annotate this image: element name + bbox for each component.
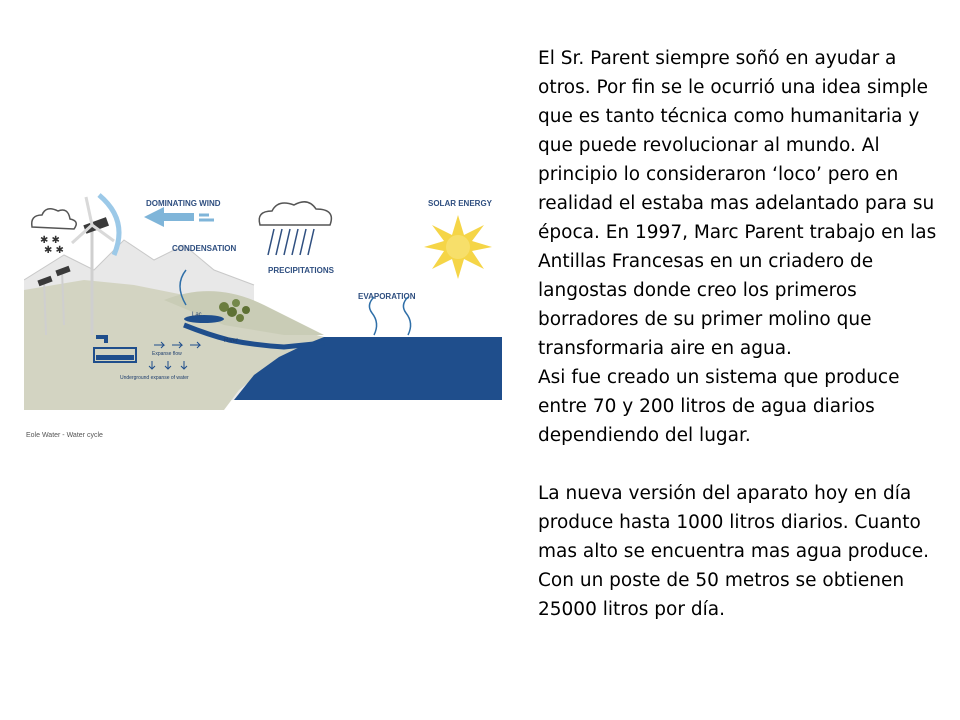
diagram-caption: Eole Water - Water cycle	[26, 432, 103, 439]
condensation-label: CONDENSATION	[172, 244, 237, 253]
dominating-wind-arrow	[144, 207, 214, 227]
lake	[184, 315, 224, 323]
expanse-flow-label: Expanse flow	[152, 351, 182, 357]
tank-water	[96, 355, 134, 360]
rain-cloud-icon	[259, 202, 331, 255]
water-cycle-diagram	[24, 185, 502, 447]
evaporation-label: EVAPORATION	[358, 292, 416, 301]
precipitations-label: PRECIPITATIONS	[268, 266, 334, 275]
evaporation-arrow-2	[403, 297, 410, 335]
paragraph-new-version: La nueva versión del aparato hoy en día produce hasta 1000 litros diarios. Cuanto mas alto se encuentra mas agua produce. Con un poste de 50 metros se obtienen 25000 litros por día.	[538, 483, 929, 620]
river-label: River	[224, 338, 239, 344]
paragraph-system: Asi fue creado un sistema que produce entre 70 y 200 litros de agua diarios dependiendo del lugar.	[538, 367, 900, 446]
dominating-wind-label: DOMINATING WIND	[146, 199, 221, 208]
lac-label: Lac	[192, 312, 202, 318]
sun-icon	[424, 215, 492, 279]
paragraph-history: El Sr. Parent siempre soñó en ayudar a otros. Por fin se le ocurrió una idea simple que es tanto técnica como humanitaria y que puede revolucionar al mundo. Al principio lo consideraron ‘loco’ pero en realidad el estaba mas adelantado para su época. En 1997, Marc Parent trabajo en las Antillas Francesas en un criadero de langostas donde creo los primeros borradores de su primer molino que transformaria aire en agua.	[538, 48, 937, 359]
paragraph-gap	[538, 450, 938, 479]
body-text	[538, 44, 938, 624]
underground-label: Underground expanse of water	[120, 375, 189, 381]
water-cycle-illustration	[24, 185, 502, 447]
svg-text:✱ ✱: ✱ ✱	[44, 245, 64, 256]
solar-energy-label: SOLAR ENERGY	[428, 199, 493, 208]
snow-cloud-icon	[32, 209, 77, 256]
evaporation-arrow-1	[369, 297, 376, 335]
svg-text:✱ ✱: ✱ ✱	[40, 235, 60, 246]
